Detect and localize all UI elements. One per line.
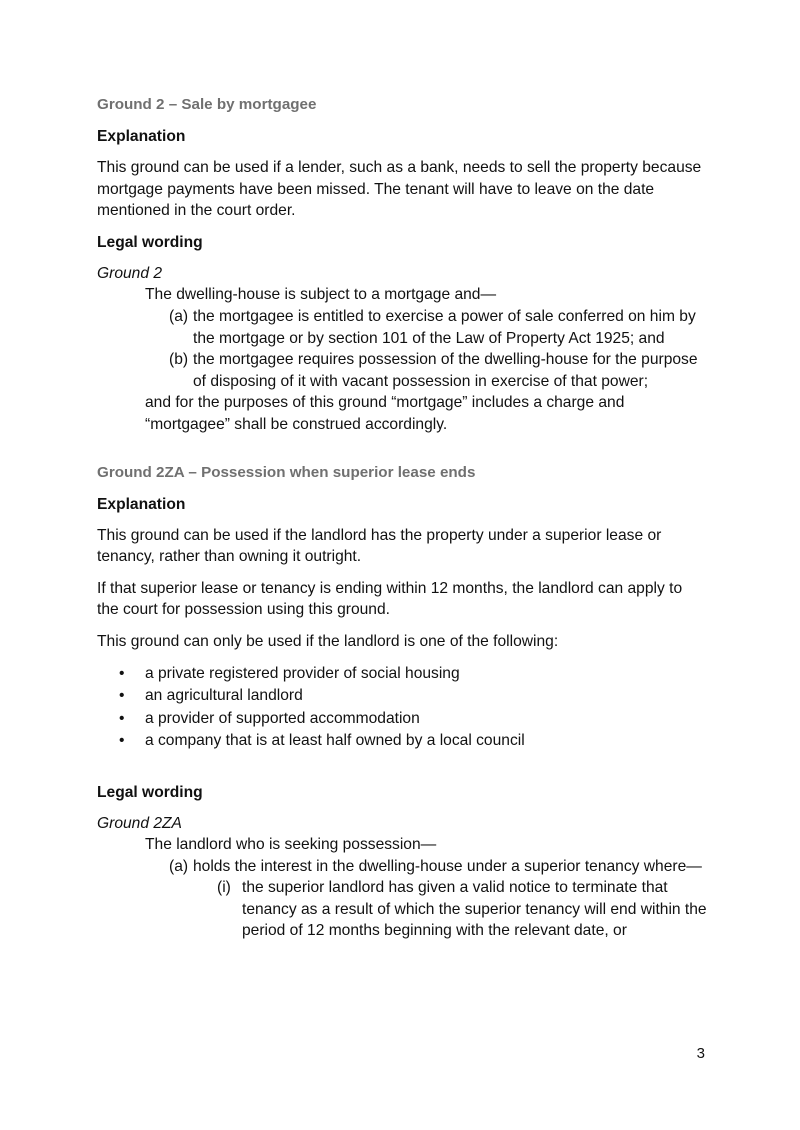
item-text: holds the interest in the dwelling-house under a superior tenancy where— xyxy=(193,857,702,875)
explanation-paragraph: This ground can be used if the landlord has the property under a superior lease or tenancy, rather than owning it outright. xyxy=(97,526,662,566)
page-number: 3 xyxy=(696,1045,705,1062)
list-item: • a provider of supported accommodation xyxy=(97,708,707,731)
legal-wording-title: Legal wording xyxy=(97,783,203,801)
bullet-icon: • xyxy=(119,709,125,727)
legal-subitem xyxy=(97,877,707,942)
bullet-icon: • xyxy=(119,664,125,682)
item-text: the mortgagee is entitled to exercise a power of sale conferred on him by the mortgage or by section 101 of the Law of Property Act 1925; and xyxy=(193,307,696,347)
section-heading-ground-2za: Ground 2ZA – Possession when superior lease ends xyxy=(97,463,476,481)
ground-label: Ground 2ZA xyxy=(97,814,182,832)
section-heading-ground-2: Ground 2 – Sale by mortgagee xyxy=(97,96,317,113)
explanation-paragraph: This ground can only be used if the landlord is one of the following: xyxy=(97,632,559,650)
explanation-paragraph: If that superior lease or tenancy is ending within 12 months, the landlord can apply to the court for possession using this ground. xyxy=(97,579,683,619)
item-marker: (a) xyxy=(169,857,189,875)
legal-intro: The dwelling-house is subject to a mortgage and— xyxy=(145,286,497,304)
section-spacer xyxy=(97,436,707,462)
page-content xyxy=(97,94,707,942)
list-item: • a private registered provider of social housing xyxy=(97,663,707,686)
legal-intro: The landlord who is seeking possession— xyxy=(145,836,437,854)
legal-outro: and for the purposes of this ground “mortgage” includes a charge and “mortgagee” shall be construed accordingly. xyxy=(145,394,625,433)
landlord-type-list xyxy=(97,663,707,753)
explanation-title: Explanation xyxy=(97,495,186,513)
explanation-title: Explanation xyxy=(97,128,186,145)
subitem-marker: (i) xyxy=(217,879,231,897)
list-item: • a company that is at least half owned by a local council xyxy=(97,730,707,753)
legal-item xyxy=(97,856,707,878)
list-spacer xyxy=(97,753,707,782)
bullet-icon: • xyxy=(119,687,125,704)
list-item: • an agricultural landlord xyxy=(97,685,707,708)
explanation-paragraph: This ground can be used if a lender, such as a bank, needs to sell the property because mortgage payments have been missed. The tenant will have to leave on the date mentioned in the court order. xyxy=(97,159,702,220)
item-text: the mortgagee requires possession of the dwelling-house for the purpose of disposing of it with vacant possession in exercise of that power; xyxy=(193,351,698,390)
subitem-text: the superior landlord has given a valid notice to terminate that tenancy as a result of which the superior tenancy will end within the period of 12 months beginning with the relevant date, or xyxy=(242,879,707,940)
legal-wording-title: Legal wording xyxy=(97,233,203,251)
item-marker: (a) xyxy=(169,307,189,325)
legal-item xyxy=(97,306,707,349)
item-marker: (b) xyxy=(169,351,189,369)
ground-label: Ground 2 xyxy=(97,264,163,282)
bullet-icon: • xyxy=(119,732,125,749)
legal-item xyxy=(97,349,707,392)
